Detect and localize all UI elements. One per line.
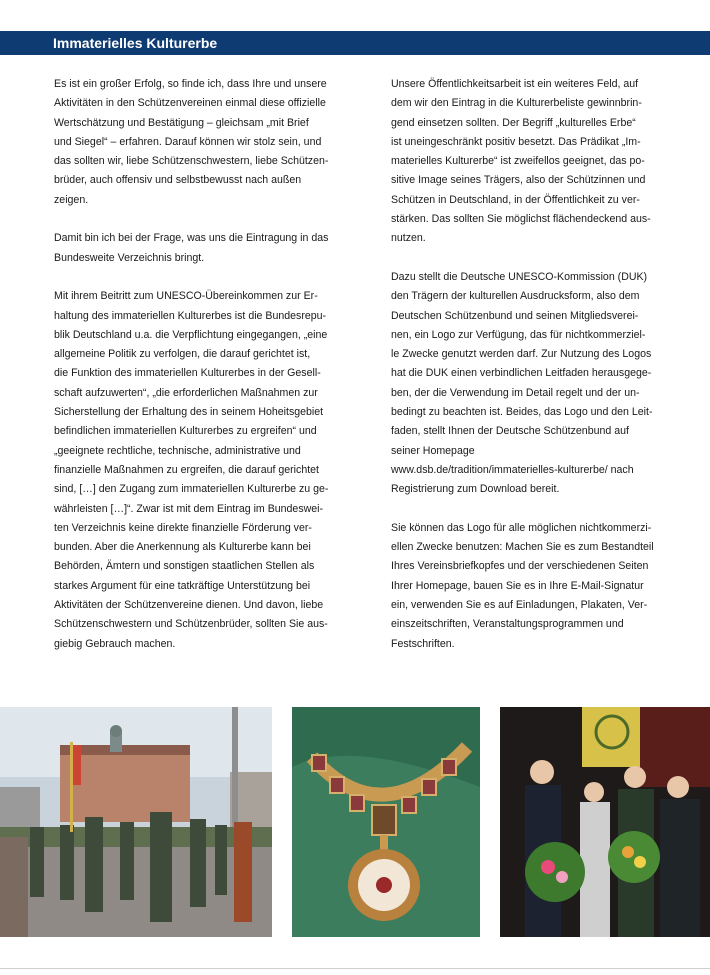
text-line: zeigen.	[54, 193, 89, 206]
text-line: Mit ihrem Beitritt zum UNESCO-Übereinkommen zur Er-	[54, 290, 318, 303]
text-line: stärken. Das sollten Sie möglichst flächendeckend aus-	[391, 213, 651, 226]
text-line: Aktivitäten der Schützenvereine dienen. Und davon, liebe	[54, 599, 324, 612]
text-line: und Siegel“ – erfahren. Darauf können wir stolz sein, und	[54, 135, 322, 148]
text-line: Registrierung zum Download bereit.	[391, 483, 560, 496]
parade-photo	[0, 707, 272, 937]
text-line: einszeitschriften, Veranstaltungsprogrammen und	[391, 618, 624, 631]
text-line: blik Deutschland u.a. die Verpflichtung eingegangen, „eine	[54, 328, 328, 341]
text-line: Schützenschwestern und Schützenbrüder, sollten Sie aus-	[54, 618, 328, 631]
section-header-bar	[0, 31, 710, 55]
text-line: bunden. Aber die Anerkennung als Kulturerbe kann bei	[54, 541, 311, 554]
text-line: www.dsb.de/tradition/immaterielles-kulturerbe/ nach	[391, 463, 634, 476]
text-line: Schützen in Deutschland, in der Öffentlichkeit zu ver-	[391, 193, 640, 206]
text-line: Damit bin ich bei der Frage, was uns die Eintragung in das	[54, 232, 329, 245]
right-paragraph	[391, 75, 681, 249]
text-line: gend einsetzen sollten. Der Begriff „kulturelles Erbe“	[391, 116, 636, 129]
text-line: Behörden, Ämtern und sonstigen staatlichen Stellen als	[54, 560, 315, 573]
text-line: Dazu stellt die Deutsche UNESCO-Kommission (DUK)	[391, 270, 648, 283]
text-line: Aktivitäten in den Schützenvereinen einmal diese offizielle	[54, 97, 326, 110]
text-line: seiner Homepage	[391, 444, 475, 457]
text-line: Sie können das Logo für alle möglichen nichtkommerzi-	[391, 521, 652, 534]
text-line: die Funktion des immateriellen Kulturerbes in der Gesell-	[54, 367, 321, 380]
text-line: brüder, auch offensiv und selbstbewusst nach außen	[54, 174, 302, 187]
text-line: starkes Argument für eine tatkräftige Unterstützung bei	[54, 579, 311, 592]
left-paragraph	[54, 287, 354, 654]
text-line: hat die DUK einen verbindlichen Leitfaden herausgege-	[391, 367, 652, 380]
text-line: sind, […] den Zugang zum immateriellen Kulturerbe zu ge-	[54, 483, 329, 496]
left-paragraph	[54, 75, 354, 210]
text-line: Bundesweite Verzeichnis bringt.	[54, 251, 205, 264]
text-line: materielles Kulturerbe“ ist zweifellos geeignet, das po-	[391, 155, 645, 168]
text-line: Festschriften.	[391, 637, 455, 650]
text-line: Wertschätzung und Bestätigung – gleichsam „mit Brief	[54, 116, 309, 129]
right-paragraph	[391, 519, 681, 654]
text-line: ten Verzeichnis keine direkte finanzielle Förderung ver-	[54, 521, 312, 534]
text-line: das sollten wir, liebe Schützenschwestern, liebe Schützen-	[54, 155, 329, 168]
text-line: befindlichen immateriellen Kulturerbes zu ergreifen“ und	[54, 425, 317, 438]
text-line: bedingt zu beachten ist. Beides, das Logo und den Leit-	[391, 406, 653, 419]
text-line: sitive Image seines Trägers, also der Schützinnen und	[391, 174, 646, 187]
text-line: Deutschen Schützenbund und seinen Mitgliedsverei-	[391, 309, 639, 322]
text-line: le Zwecke genutzt werden darf. Zur Nutzung des Logos	[391, 348, 652, 361]
text-line: Ihrer Homepage, bauen Sie es in Ihre E-Mail-Signatur	[391, 579, 644, 592]
text-line: ben, der die Verwendung im Detail regelt und der un-	[391, 386, 640, 399]
text-line: Es ist ein großer Erfolg, so finde ich, dass Ihre und unsere	[54, 78, 327, 90]
right-paragraph	[391, 268, 681, 500]
text-line: ellen Zwecke benutzen: Machen Sie es zum Bestandteil	[391, 541, 654, 554]
text-line: Ihres Vereinsbriefkopfes und der verschiedenen Seiten	[391, 560, 649, 573]
left-text-column	[54, 75, 354, 673]
footer-divider	[0, 968, 710, 969]
text-line: dem wir den Eintrag in die Kulturerbeliste gewinnbrin-	[391, 97, 642, 110]
right-text-column	[391, 75, 681, 673]
award-group-photo	[500, 707, 710, 937]
text-line: Unsere Öffentlichkeitsarbeit ist ein weiteres Feld, auf	[391, 78, 639, 90]
text-line: haltung des immateriellen Kulturerbes ist die Bundesrepu-	[54, 309, 327, 322]
text-line: giebig Gebrauch machen.	[54, 637, 176, 650]
left-paragraph	[54, 229, 354, 268]
chain-photo	[292, 707, 480, 937]
text-line: den Trägern der kulturellen Ausdrucksform, also dem	[391, 290, 640, 303]
text-line: ein, verwenden Sie es auf Einladungen, Plakaten, Ver-	[391, 599, 648, 612]
text-line: „geeignete rechtliche, technische, administrative und	[54, 444, 301, 457]
section-title: Immaterielles Kulturerbe	[53, 35, 218, 51]
text-line: faden, stellt Ihnen der Deutsche Schützenbund auf	[391, 425, 629, 438]
text-line: nutzen.	[391, 232, 426, 245]
text-line: ist uneingeschränkt positiv besetzt. Das Prädikat „Im-	[391, 135, 641, 148]
text-line: währleisten […]“. Zwar ist mit dem Eintrag im Bundeswei-	[54, 502, 324, 515]
text-line: Sicherstellung der Erhaltung des in seinem Hoheitsgebiet	[54, 406, 324, 419]
text-line: allgemeine Politik zu verfolgen, die darauf gerichtet ist,	[54, 348, 311, 361]
photo-strip	[0, 707, 710, 937]
text-line: schaft aufzuwerten“, „die erforderlichen Maßnahmen zur	[54, 386, 318, 399]
text-line: finanzielle Maßnahmen zu ergreifen, die darauf gerichtet	[54, 463, 319, 476]
text-line: nen, ein Logo zur Verfügung, das für nichtkommerziel-	[391, 328, 646, 341]
